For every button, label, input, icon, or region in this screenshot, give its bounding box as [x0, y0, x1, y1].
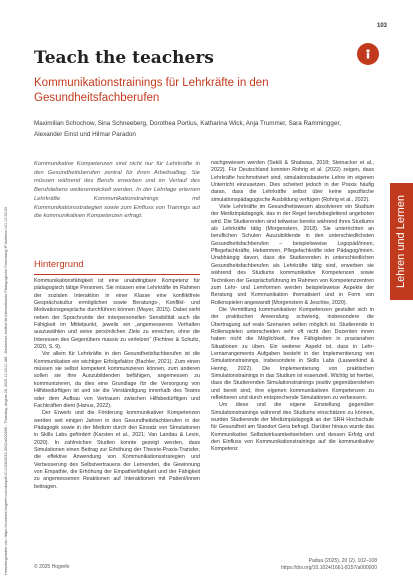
right-column — [211, 160, 374, 570]
section-heading-hintergrund: Hintergrund — [34, 259, 84, 270]
publisher-logo-icon — [357, 43, 379, 65]
section-side-tab — [390, 183, 413, 300]
body-paragraph: Um diese und die eigene Einstellung gegenüber Simulationstrainings während des Studiums einschätzen zu können, wurden Studierende der Medizinpädagogik an der SRH Hochschule für Gesundheit am Standort Gera befragt. Darüber hinaus wurde das Kommunikative Selbstwirksamkeitserleben und dessen Erfolg und den Einfluss von Kommunikationstrainings auf die kommunikative Kompetenz — [211, 402, 374, 453]
footer-doi-link[interactable]: https://doi.org/10.1024/1661-8157/a000000 — [281, 564, 377, 571]
download-watermark-strip — [3, 40, 10, 575]
body-paragraph: Viele Lehrkräfte im Gesundheitswesen absolvieren ein Studium der Medizinpädagogik, das in der Regel berufsbegleitend angeboten wird. Die Studierenden sind teilweise bereits während ihres Studiums als Lehrkräfte tätig (Morgenstern, 2018). Sie unterrichten an beruflichen Schulen Auszubildende in den unterschiedlichsten Gesundheitsfachberufen – beispielsweise Logopäd/innen, Pflegefachkräfte, Hebammen, Pflegefachkräfte oder Pädagog/innen. Unabhängig davon, dass die Studierenden in unterschiedlichen Gesundheitsfachberufen als Lehrkräfte tätig sind, erwerben sie während des Studiums kommunikative Kompetenzen sowie Techniken der Gesprächsführung im Rahmen von Kompetenzzentren zum Lehr- und Lernformen werden beispielsweise Aspekte der Beratung und Kommunikation thematisiert und in Form von Rollenspielen angewandt (Morgenstern & Jeschke, 2020). — [211, 204, 374, 306]
footer-citation — [281, 558, 377, 571]
author-list: Maximilian Schochow, Sina Schneeberg, Dorothea Portius, Katharina Wick, Anja Trummer, Sara Rammingger, Alexander Einst und Hilmar Paradon — [34, 120, 341, 138]
download-watermark-text: Heruntergeladen von: https://econtent.hogrefe.com/doi/pdf/10.1026/0033-3042/a000685 - Thursday, August 28, 2025 11:18:11 AM - Deutsches Institut für Internationale Pädagogische Forschung IP Address:141.12.50.93 — [4, 207, 8, 575]
page-number: 103 — [376, 23, 387, 29]
body-paragraph: Kommunikationsfähigkeit ist eine unabdingbare Kompetenz für pädagogisch tätige Personen. Sie müssen eine Lehrkräfte im Rahmen der sozialen Interaktion in einer Klasse eine konfliktfreie Gesprächskultur ermöglichen sowie Beratungs-, Konflikt- und Motivationsgespräche durchführen können (Mayer, 2015). Dabei sieht neben der Sprachrunde der interpersonellen Sensibilität auch die Fähigkeit im Mittelpunkt, jeweils ein „angemessenes Verhalten auszuwählen und seine persönlichen Ziele zu erreichen, ohne die Interessen des Gegenübers massiv zu verletzen“ (Fichtner & Schuitz, 2020, S. 9). — [34, 278, 200, 351]
article-subtitle: Kommunikationstrainings für Lehrkräfte in den Gesundheitsfachberufen — [34, 77, 269, 104]
body-paragraph: nachgewiesen werden (Sekili & Shabwas, 2018; Steinacker et al., 2022). Für Deutschland konnten Rohrig et al. (2022) zeigen, dass Lehrkräfte hochmotiviert sind, simulationsbasierte Lehre im eigenen Unterricht einzusetzen. Dies scheitert jedoch in der Praxis häufig daran, dass die Lehrkräfte selbst über keine spezifische simulationspädagogische Ausbildung verfügen (Rohrig et al., 2022). — [211, 160, 374, 203]
footer-journal-ref: Padua (2025), 20 (2), 102–108 — [308, 558, 377, 564]
body-paragraph: Vor allem für Lehrkräfte in den Gesundheitsfachberufen ist die Kommunikation ein wichtiger Erfolgsfaktor (Bachler, 2021). Zum einen müssen sie selbst kompetent kommunizieren können, zum anderen sollen sie ihre Auszubildenden befähigen, angemessen zu kommunizieren, da dies eine Grundlage für die Versorgung von Hilfsbedürftigen ist und sie die Verständigung innerhalb des Teams oder dem Aufbau von Vertrauen zwischen Hilfsbedürftigen und Fachkräften dient (Hanus, 2022). — [34, 351, 200, 409]
body-paragraph: Der Erwerb und die Förderung kommunikativer Kompetenzen werden seit einigen Jahren in den Gesundheitsfachberufen in der Pädagogik sowie in der Medizin durch den Einsatz von Simulationen in Skills Labs gefördert (Karsten et al., 2021; Van Landau & Levin, 2020). In zahlreichen Studien konnte gezeigt werden, dass Simulationen einen Beitrag zur Erhöhung der Theorie-Praxis-Transfer, die effektive Anwendung von Kommunikationsstrategien und Verbesserung des Selbstvertrauens der Lernenden, die Gewinnung von Empathie, die Erhöhung der Empathiefähigkeit und der Fähigkeit zu angemessenen Reaktionen auf Interaktionen mit Patient/innen beitragen. — [34, 410, 200, 490]
left-body-text — [34, 278, 200, 571]
section-divider — [34, 274, 200, 275]
footer-copyright: © 2025 Hogrefe — [34, 564, 70, 570]
abstract: Kommunikative Kompetenzen sind nicht nur für Lehrkräfte in den Gesundheitsberufen zentral für ihren Arbeitsalltag. Sie müssen während des Berufs erworben und im Verlauf des Berufslebens weiterentwickelt werden. In der Lehrlage erlernen Lehrkräfte Kommunikationstrainings mit Kommunikationsstrategien sowie zum Einfluss von Trainings auf die kommunikativen Kompetenzen erfragt. — [34, 161, 200, 220]
left-column — [34, 160, 200, 571]
right-body-text — [211, 160, 374, 570]
body-paragraph: Die Vermittlung kommunikativer Kompetenzen gestaltet sich in der praktischen Anwendung schwierig, insbesondere die Übertragung auf reale Szenarien selten möglich ist. Studierende in Rollenspielen unterscheiden sehr oft nicht den Dozenten innen haben nicht die Möglichkeit, ihre Fähigkeiten in praxisnahen Situationen zu üben. Ein weiterer Aspekt ist, dass in Lehr-Lernarrangements Aufgaben besteht in der Implementierung von Simulationstrainings, insbesondere in Skills Labs (Lauwerkind & Hering, 2022). Die Implementierung von praktischen Simulationstrainings in das Studium ist essenziell. Wichtig ist hierbei, dass die Studierenden Simulationstrainings positiv gegenüberstehen und bereit sind, ihre eigenen kommunikativen Kompetenzen zu reflektieren und durch entsprechende Simulationen zu verbessern. — [211, 306, 374, 401]
side-tab-label: Lehren und Lernen — [395, 195, 407, 288]
article-title: Teach the teachers — [34, 48, 214, 68]
